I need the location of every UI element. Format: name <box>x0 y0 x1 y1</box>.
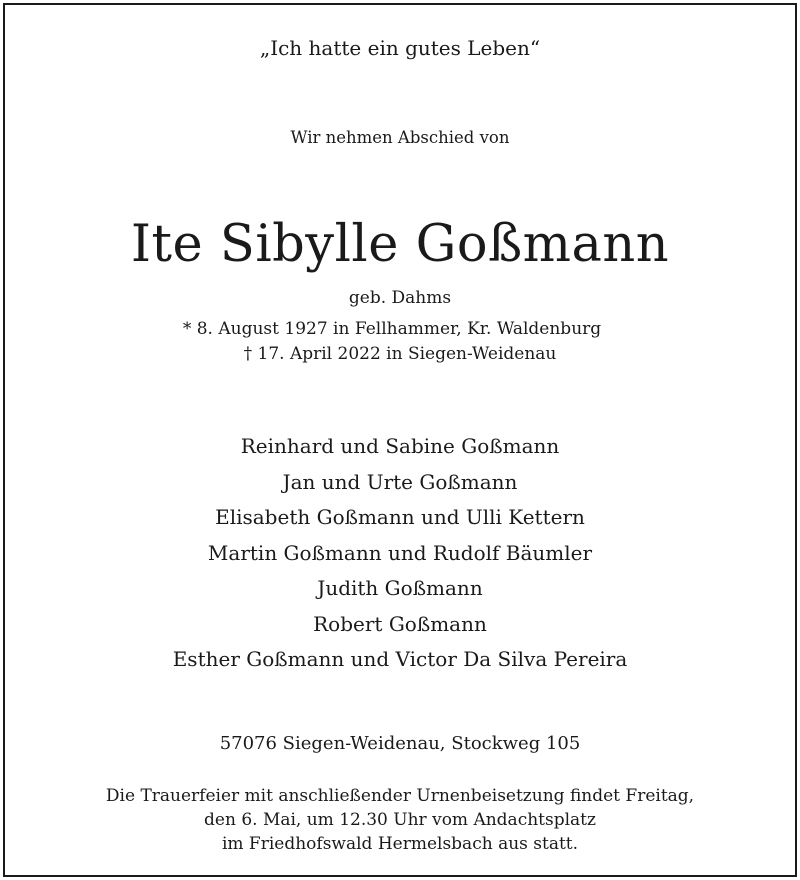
mourner-name: Martin Goßmann und Rudolf Bäumler <box>207 540 593 565</box>
mourner-name: Elisabeth Goßmann und Ulli Kettern <box>215 505 585 529</box>
ceremony-line: den 6. Mai, um 12.30 Uhr vom Andachtsplatz <box>204 810 596 830</box>
ceremony-line: Die Trauerfeier mit anschließender Urnenbeisetzung findet Freitag, <box>105 786 695 806</box>
mourner-name: Jan und Urte Goßmann <box>282 469 518 494</box>
mourner-name: Reinhard und Sabine Goßmann <box>240 434 560 458</box>
death-date: † 17. April 2022 in Siegen-Weidenau <box>243 344 557 364</box>
birth-name: geb. Dahms <box>348 288 452 308</box>
obituary-notice <box>3 3 797 877</box>
deceased-name: Ite Sibylle Goßmann <box>130 215 670 274</box>
mourner-name: Robert Goßmann <box>313 611 487 636</box>
intro-text: Wir nehmen Abschied von <box>290 128 510 147</box>
motto-quote: „Ich hatte ein gutes Leben“ <box>259 36 541 60</box>
mourner-name: Esther Goßmann und Victor Da Silva Pereira <box>172 647 628 671</box>
birth-date: * 8. August 1927 in Fellhammer, Kr. Waldenburg <box>182 319 602 339</box>
mourner-name: Judith Goßmann <box>317 576 483 600</box>
mourners-list <box>5 429 795 678</box>
ceremony-info <box>5 784 795 856</box>
mourning-address: 57076 Siegen-Weidenau, Stockweg 105 <box>219 733 581 754</box>
ceremony-line: im Friedhofswald Hermelsbach aus statt. <box>221 834 579 854</box>
